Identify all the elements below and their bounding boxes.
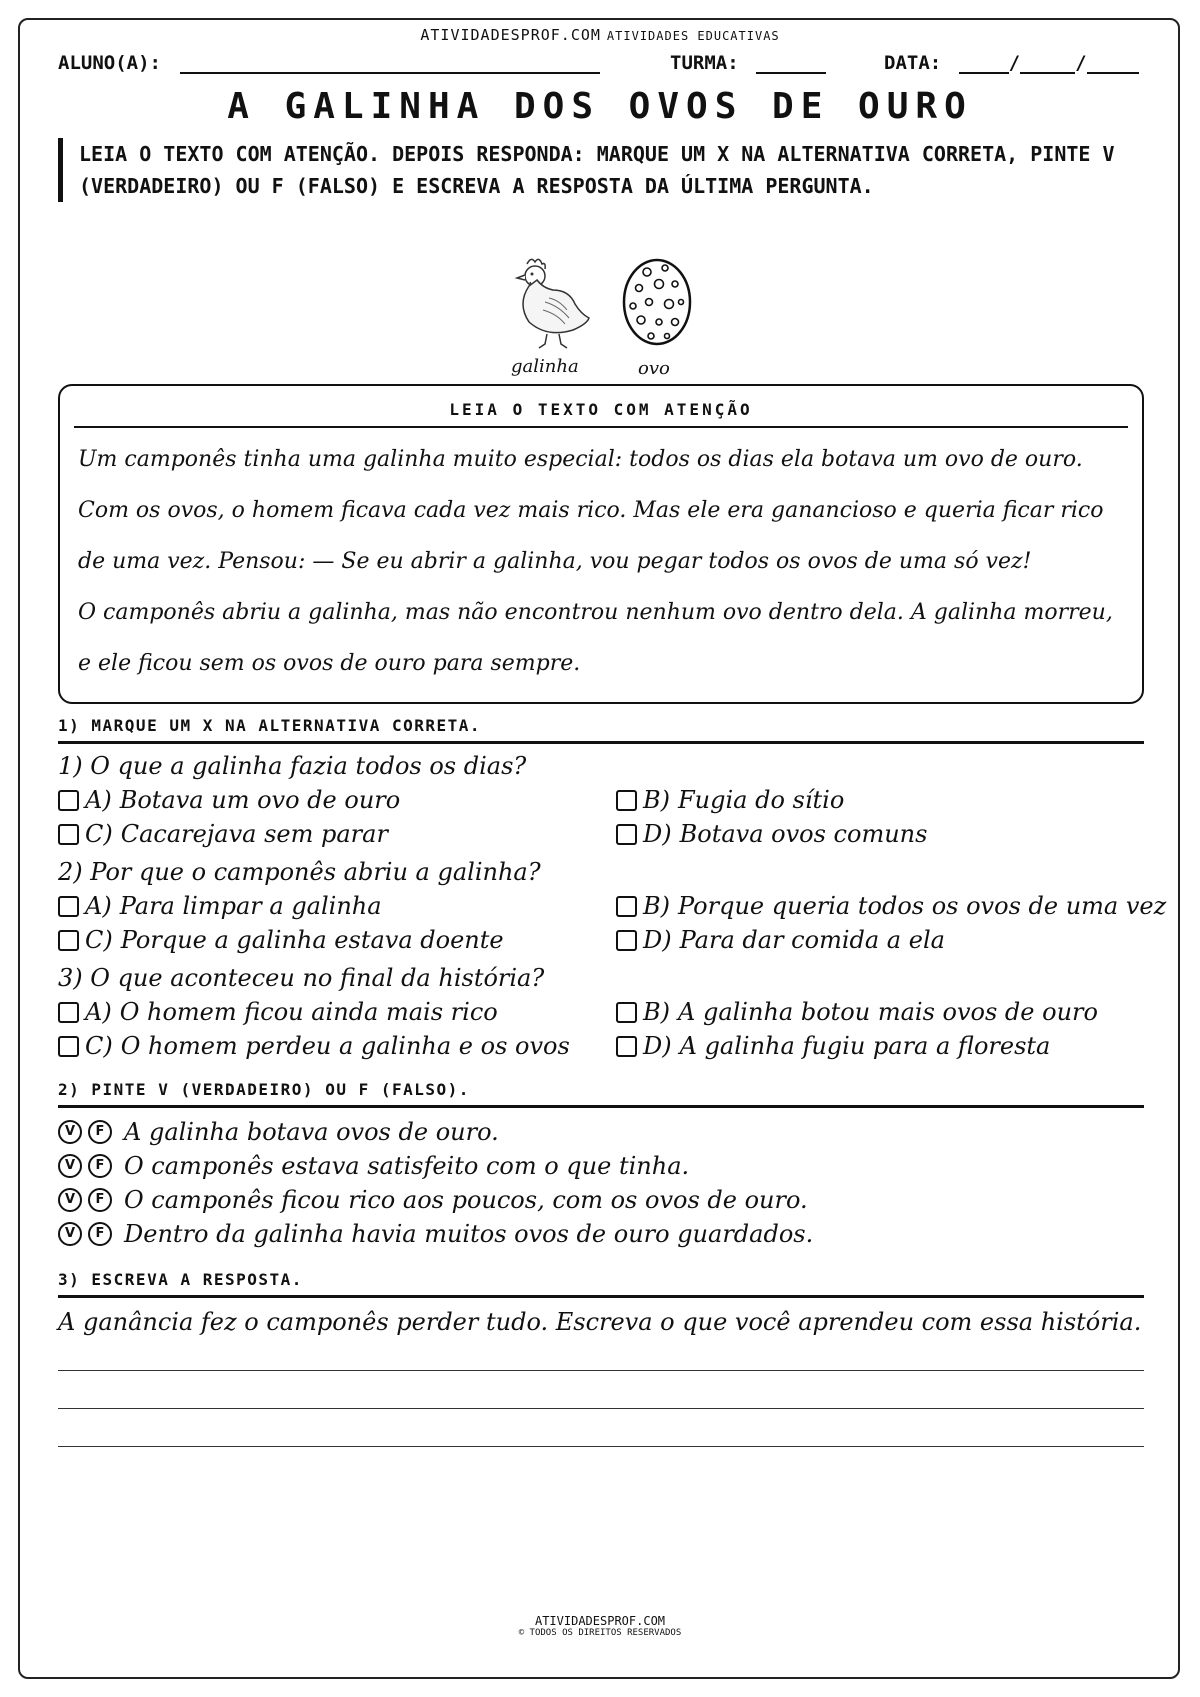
hen-label: galinha (511, 356, 579, 377)
divider (74, 426, 1128, 428)
checkbox[interactable] (58, 824, 79, 845)
option-1c[interactable]: C) Cacarejava sem parar (58, 820, 388, 848)
class-field[interactable] (756, 54, 826, 74)
true-false-item (58, 1220, 813, 1248)
true-option[interactable]: V (58, 1222, 82, 1246)
true-false-item (58, 1152, 689, 1180)
false-option[interactable]: F (88, 1120, 112, 1144)
illustrations (505, 250, 705, 380)
story-box (58, 384, 1144, 704)
checkbox[interactable] (58, 1002, 79, 1023)
true-option[interactable]: V (58, 1120, 82, 1144)
date-label: DATA: (884, 52, 942, 74)
date-month-field[interactable] (1020, 54, 1075, 74)
option-3c[interactable]: C) O homem perdeu a galinha e os ovos (58, 1032, 570, 1060)
statement: O camponês ficou rico aos poucos, com os ovos de ouro. (124, 1186, 808, 1214)
option-2d[interactable]: D) Para dar comida a ela (616, 926, 945, 954)
section3-prompt: A ganância fez o camponês perder tudo. Escreva o que você aprendeu com essa história. (58, 1308, 1142, 1336)
checkbox[interactable] (58, 896, 79, 917)
statement: A galinha botava ovos de ouro. (124, 1118, 499, 1146)
story-paragraph: Um camponês tinha uma galinha muito especial: todos os dias ela botava um ovo de ouro. (78, 447, 1083, 472)
checkbox[interactable] (58, 930, 79, 951)
footer-site: ATIVIDADESPROF.COM (534, 1614, 666, 1628)
section2-heading: 2) PINTE V (VERDADEIRO) OU F (FALSO). (58, 1080, 1144, 1108)
option-1a[interactable]: A) Botava um ovo de ouro (58, 786, 400, 814)
student-name-field[interactable] (180, 54, 600, 74)
story-paragraph: O camponês abriu a galinha, mas não encontrou nenhum ovo dentro dela. A galinha morreu, e ele ficou sem os ovos de ouro para sempre. (78, 600, 1113, 676)
checkbox[interactable] (616, 930, 637, 951)
site-subtitle: ATIVIDADES EDUCATIVAS (606, 29, 780, 43)
date-year-field[interactable] (1087, 54, 1139, 74)
page-title: A GALINHA DOS OVOS DE OURO (227, 86, 973, 127)
checkbox[interactable] (616, 896, 637, 917)
checkbox[interactable] (58, 790, 79, 811)
false-option[interactable]: F (88, 1188, 112, 1212)
statement: O camponês estava satisfeito com o que tinha. (124, 1152, 690, 1180)
true-option[interactable]: V (58, 1154, 82, 1178)
site-header (0, 26, 1200, 44)
date-day-field[interactable] (959, 54, 1009, 74)
statement: Dentro da galinha havia muitos ovos de ouro guardados. (124, 1220, 814, 1248)
story-text (78, 434, 1124, 689)
true-false-item (58, 1186, 808, 1214)
option-1b[interactable]: B) Fugia do sítio (616, 786, 844, 814)
checkbox[interactable] (616, 824, 637, 845)
instructions: LEIA O TEXTO COM ATENÇÃO. DEPOIS RESPONDA: MARQUE UM X NA ALTERNATIVA CORRETA, PINTE V (VERDADEIRO) OU F (FALSO) E ESCREVA A RESPOSTA DA ÚLTIMA PERGUNTA. (58, 138, 1139, 202)
option-1d[interactable]: D) Botava ovos comuns (616, 820, 927, 848)
answer-line[interactable] (58, 1408, 1144, 1409)
option-2c[interactable]: C) Porque a galinha estava doente (58, 926, 504, 954)
question-3: 3) O que aconteceu no final da história? (58, 964, 545, 992)
checkbox[interactable] (616, 1036, 637, 1057)
checkbox[interactable] (58, 1036, 79, 1057)
story-paragraph: Com os ovos, o homem ficava cada vez mais rico. Mas ele era ganancioso e queria ficar rico de uma vez. Pensou: — Se eu abrir a galinha, vou pegar todos os ovos de uma só vez! (78, 498, 1104, 574)
student-label: ALUNO(A): (58, 52, 161, 74)
story-box-title: LEIA O TEXTO COM ATENÇÃO (449, 400, 753, 419)
question-1: 1) O que a galinha fazia todos os dias? (58, 752, 527, 780)
option-2a[interactable]: A) Para limpar a galinha (58, 892, 382, 920)
true-option[interactable]: V (58, 1188, 82, 1212)
site-name: ATIVIDADESPROF.COM (420, 26, 601, 44)
answer-line[interactable] (58, 1446, 1144, 1447)
answer-line[interactable] (58, 1370, 1144, 1371)
false-option[interactable]: F (88, 1222, 112, 1246)
false-option[interactable]: F (88, 1154, 112, 1178)
section1-heading: 1) MARQUE UM X NA ALTERNATIVA CORRETA. (58, 716, 1144, 744)
true-false-item (58, 1118, 499, 1146)
option-3a[interactable]: A) O homem ficou ainda mais rico (58, 998, 498, 1026)
hen-icon (505, 250, 595, 360)
checkbox[interactable] (616, 790, 637, 811)
student-info-row (58, 52, 1148, 76)
egg-icon (617, 254, 697, 354)
egg-label: ovo (638, 358, 670, 379)
footer-rights: © TODOS OS DIREITOS RESERVADOS (518, 1628, 682, 1638)
option-3b[interactable]: B) A galinha botou mais ovos de ouro (616, 998, 1098, 1026)
option-2b[interactable]: B) Porque queria todos os ovos de uma vez (616, 892, 1166, 920)
date-separator: / (1008, 52, 1021, 74)
class-label: TURMA: (670, 52, 739, 74)
question-2: 2) Por que o camponês abriu a galinha? (58, 858, 541, 886)
footer (0, 1614, 1200, 1638)
option-3d[interactable]: D) A galinha fugiu para a floresta (616, 1032, 1050, 1060)
section3-heading: 3) ESCREVA A RESPOSTA. (58, 1270, 1144, 1298)
date-separator: / (1075, 52, 1087, 74)
checkbox[interactable] (616, 1002, 637, 1023)
